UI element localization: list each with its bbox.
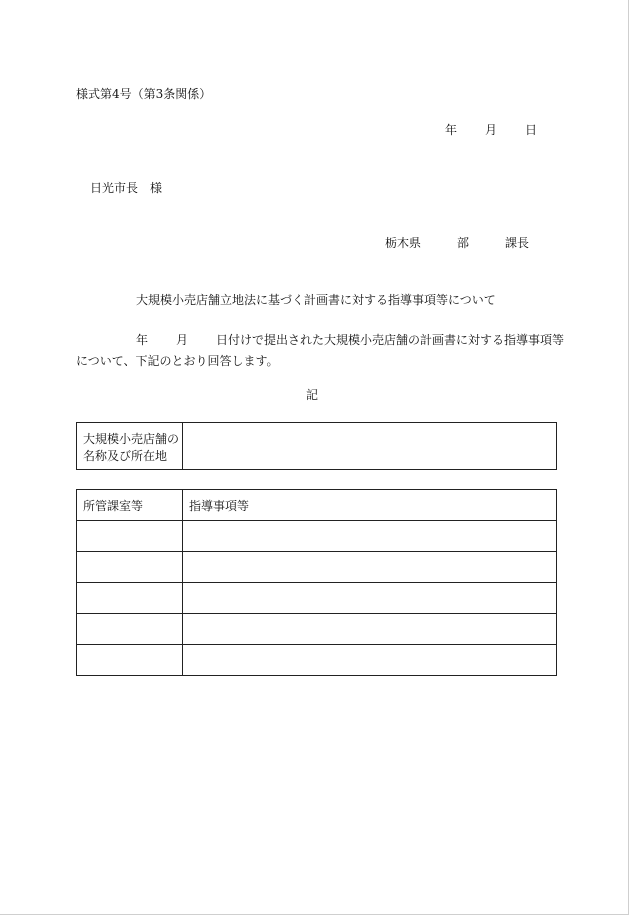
table-row: [77, 552, 557, 583]
sender-section: 課長: [505, 236, 530, 250]
cell-guidance[interactable]: [183, 645, 557, 676]
sender-department: 部: [457, 236, 470, 250]
body-line-2: について、下記のとおり回答します。: [76, 354, 279, 368]
store-info-value[interactable]: [183, 423, 556, 469]
table-row: [77, 645, 557, 676]
table-header-row: [77, 490, 557, 521]
sender-prefecture: 栃木県: [385, 236, 422, 250]
cell-department[interactable]: [77, 614, 183, 645]
addressee: 日光市長 様: [90, 181, 163, 195]
body-line1-rest: 日付けで提出された大規模小売店舗の計画書に対する指導事項等: [216, 333, 565, 347]
date-day: 日: [525, 123, 538, 137]
cell-guidance[interactable]: [183, 552, 557, 583]
body-paragraph: [76, 330, 565, 372]
sender: [385, 237, 529, 249]
body-month: 月: [176, 333, 189, 347]
date-line: [445, 124, 537, 136]
cell-guidance[interactable]: [183, 614, 557, 645]
store-info-label: 大規模小売店舗の 名称及び所在地: [77, 423, 183, 469]
form-number: 様式第4号（第3条関係）: [76, 87, 212, 101]
cell-department[interactable]: [77, 521, 183, 552]
subject-title: 大規模小売店舗立地法に基づく計画書に対する指導事項等について: [136, 293, 496, 307]
body-line-1: [76, 330, 565, 351]
date-month: 月: [485, 123, 498, 137]
header-guidance: 指導事項等: [183, 490, 557, 521]
cell-department[interactable]: [77, 583, 183, 614]
cell-guidance[interactable]: [183, 521, 557, 552]
cell-department[interactable]: [77, 645, 183, 676]
table-row: [77, 583, 557, 614]
table-row: [77, 521, 557, 552]
table-row: [77, 614, 557, 645]
ki-heading: 記: [306, 388, 319, 402]
guidance-table: [76, 489, 557, 676]
header-department: 所管課室等: [77, 490, 183, 521]
cell-guidance[interactable]: [183, 583, 557, 614]
body-year: 年: [136, 333, 149, 347]
cell-department[interactable]: [77, 552, 183, 583]
date-year: 年: [445, 123, 458, 137]
store-info-table: [76, 422, 557, 470]
